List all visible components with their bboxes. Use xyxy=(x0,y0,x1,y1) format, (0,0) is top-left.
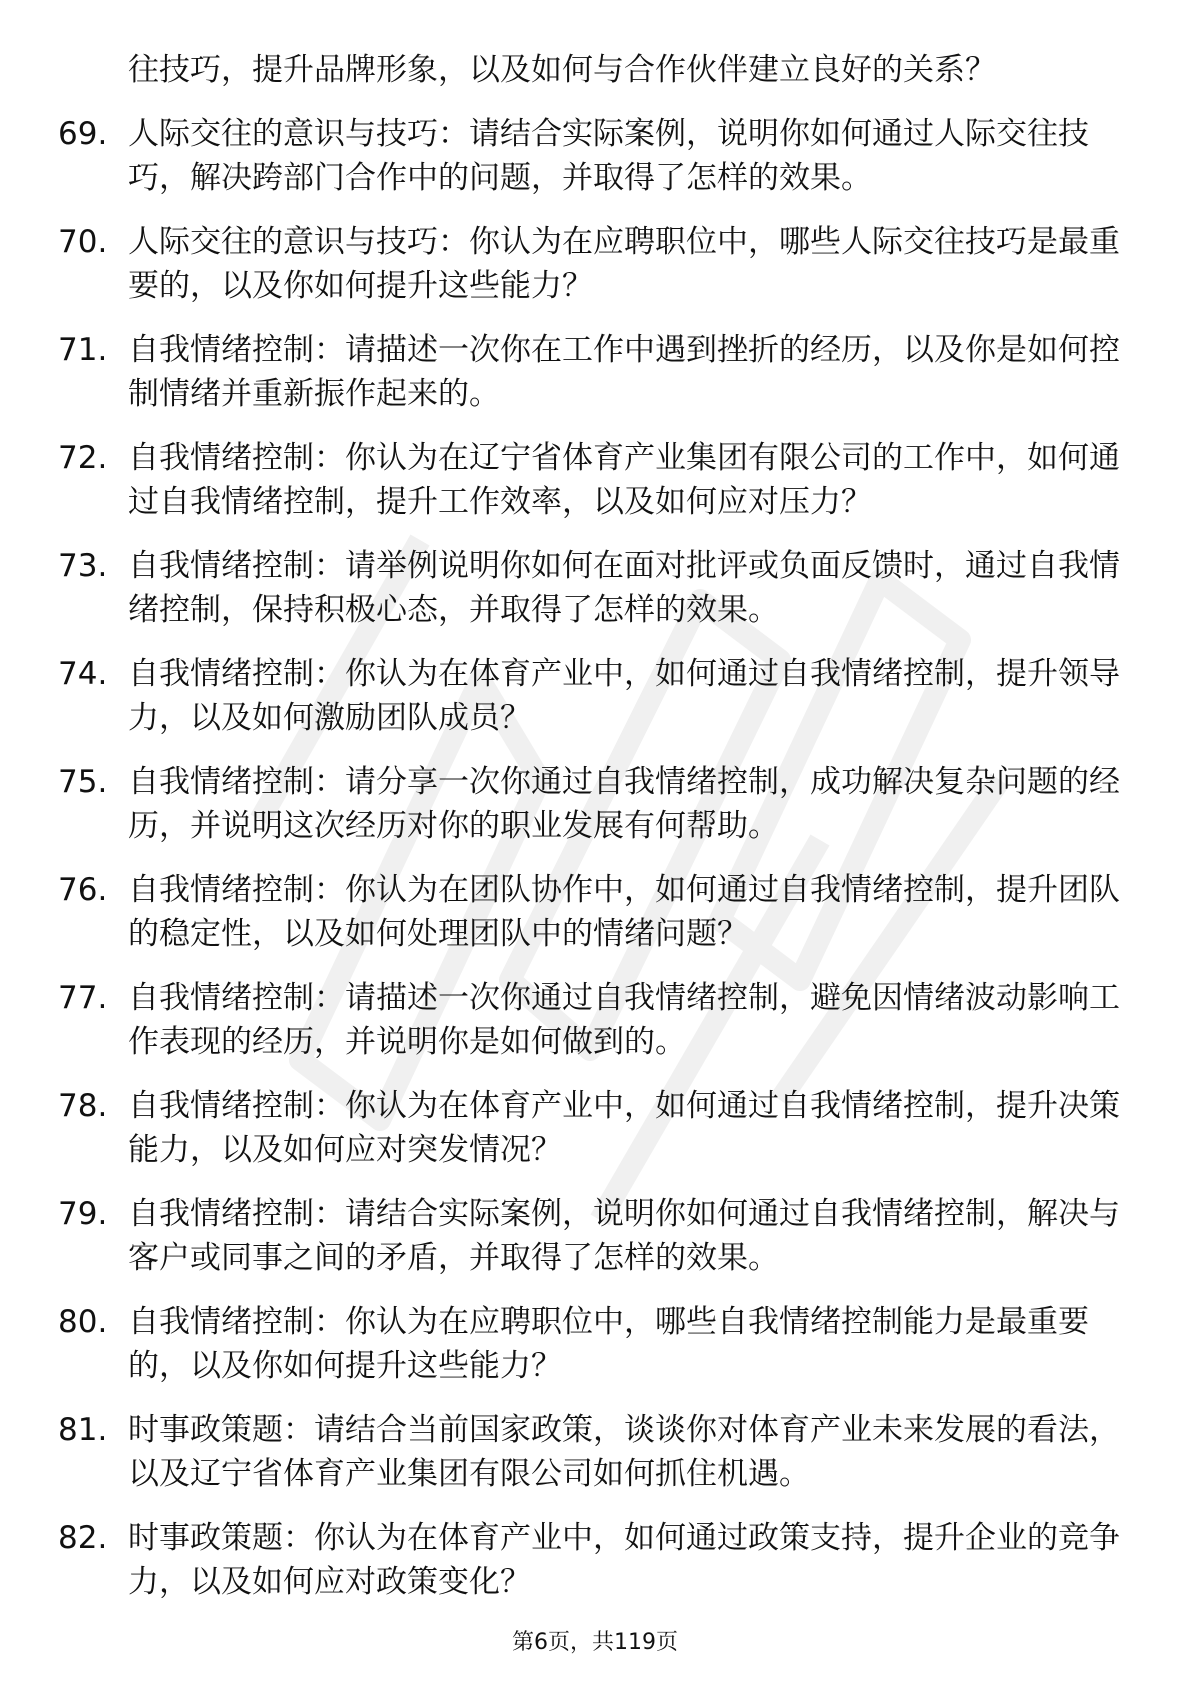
page-footer: 第6页，共119页 xyxy=(512,1630,678,1655)
question-item xyxy=(58,760,1120,848)
question-item xyxy=(58,1192,1120,1280)
question-text: 自我情绪控制：请描述一次你通过自我情绪控制，避免因情绪波动影响工作表现的经历，并说明你是如何做到的。 xyxy=(128,980,1120,1060)
continuation-text: 往技巧，提升品牌形象，以及如何与合作伙伴建立良好的关系？ xyxy=(128,52,996,88)
question-item xyxy=(58,1084,1120,1172)
question-text: 自我情绪控制：你认为在体育产业中，如何通过自我情绪控制，提升领导力，以及如何激励团队成员？ xyxy=(128,656,1120,736)
question-number: 72. xyxy=(58,440,108,476)
question-number: 70. xyxy=(58,224,108,260)
question-item xyxy=(58,112,1120,200)
question-item xyxy=(58,1516,1120,1604)
question-number: 71. xyxy=(58,332,108,368)
question-text: 人际交往的意识与技巧：你认为在应聘职位中，哪些人际交往技巧是最重要的，以及你如何提升这些能力？ xyxy=(128,224,1120,304)
question-text: 时事政策题：请结合当前国家政策，谈谈你对体育产业未来发展的看法，以及辽宁省体育产业集团有限公司如何抓住机遇。 xyxy=(128,1412,1120,1492)
question-number: 79. xyxy=(58,1196,108,1232)
question-number: 78. xyxy=(58,1088,108,1124)
question-item xyxy=(58,868,1120,956)
question-number: 82. xyxy=(58,1520,108,1556)
question-item xyxy=(58,436,1120,524)
question-text: 自我情绪控制：请举例说明你如何在面对批评或负面反馈时，通过自我情绪控制，保持积极心态，并取得了怎样的效果。 xyxy=(128,548,1120,628)
question-text: 自我情绪控制：请结合实际案例，说明你如何通过自我情绪控制，解决与客户或同事之间的矛盾，并取得了怎样的效果。 xyxy=(128,1196,1120,1276)
question-number: 80. xyxy=(58,1304,108,1340)
question-number: 69. xyxy=(58,116,108,152)
question-text: 自我情绪控制：你认为在辽宁省体育产业集团有限公司的工作中，如何通过自我情绪控制，提升工作效率，以及如何应对压力？ xyxy=(128,440,1120,520)
question-item xyxy=(58,652,1120,740)
question-text: 自我情绪控制：请描述一次你在工作中遇到挫折的经历，以及你是如何控制情绪并重新振作起来的。 xyxy=(128,332,1120,412)
question-number: 81. xyxy=(58,1412,108,1448)
question-text: 人际交往的意识与技巧：请结合实际案例，说明你如何通过人际交往技巧，解决跨部门合作中的问题，并取得了怎样的效果。 xyxy=(128,116,1089,196)
question-number: 75. xyxy=(58,764,108,800)
question-text: 自我情绪控制：你认为在应聘职位中，哪些自我情绪控制能力是最重要的，以及你如何提升这些能力？ xyxy=(128,1304,1089,1384)
question-text: 自我情绪控制：请分享一次你通过自我情绪控制，成功解决复杂问题的经历，并说明这次经历对你的职业发展有何帮助。 xyxy=(128,764,1120,844)
question-item xyxy=(58,1408,1120,1496)
question-item xyxy=(58,328,1120,416)
question-number: 77. xyxy=(58,980,108,1016)
question-text: 自我情绪控制：你认为在体育产业中，如何通过自我情绪控制，提升决策能力，以及如何应对突发情况？ xyxy=(128,1088,1120,1168)
question-number: 74. xyxy=(58,656,108,692)
question-text: 自我情绪控制：你认为在团队协作中，如何通过自我情绪控制，提升团队的稳定性，以及如何处理团队中的情绪问题？ xyxy=(128,872,1120,952)
question-list xyxy=(58,112,1120,1604)
question-item xyxy=(58,976,1120,1064)
question-number: 76. xyxy=(58,872,108,908)
question-item xyxy=(58,220,1120,308)
question-text: 时事政策题：你认为在体育产业中，如何通过政策支持，提升企业的竞争力，以及如何应对政策变化？ xyxy=(128,1520,1120,1600)
question-item xyxy=(58,544,1120,632)
question-number: 73. xyxy=(58,548,108,584)
document-body xyxy=(58,48,1120,1624)
question-item xyxy=(58,1300,1120,1388)
